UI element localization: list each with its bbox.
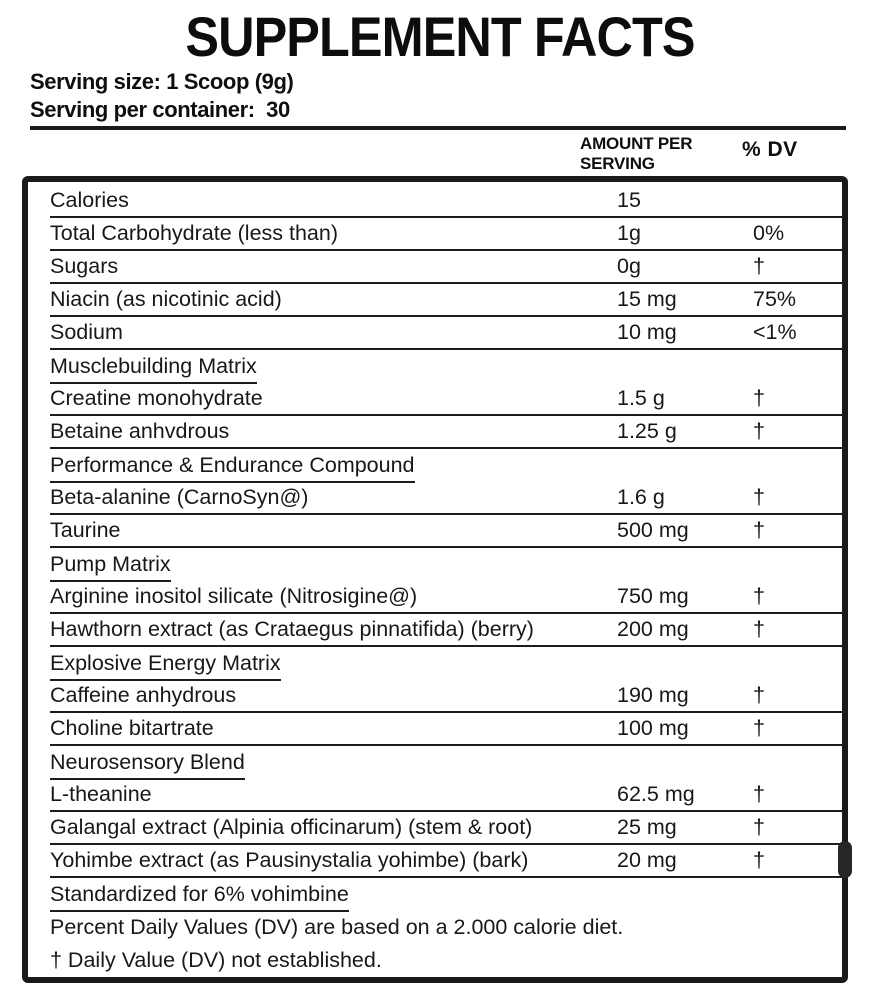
table-row [50,251,842,284]
section-title: Explosive Energy Matrix [50,648,281,681]
ingredient-dv: 0% [753,221,785,245]
table-row [50,614,842,647]
ingredient-dv: <1% [753,320,797,344]
ingredient-dv: † [753,419,765,443]
table-row [50,383,842,416]
ingredient-name: Total Carbohydrate (less than) [50,221,339,245]
amount-header-line1: AMOUNT PER [580,134,693,153]
ingredient-amount: 15 [617,188,641,212]
ingredient-amount: 1g [617,221,641,245]
table-row [50,185,842,218]
table-row [50,218,842,251]
ingredient-amount: 1.6 g [617,485,665,509]
facts-table [22,176,848,983]
footnote-text: Percent Daily Values (DV) are based on a 2.000 calorie diet. [50,915,624,939]
scrollbar-thumb[interactable] [838,841,852,878]
section-header-row [50,548,842,581]
ingredient-name: Sugars [50,254,119,278]
ingredient-amount: 500 mg [617,518,689,542]
section-header-row [50,746,842,779]
amount-per-serving-header [580,134,692,174]
table-row [50,779,842,812]
ingredient-amount: 0g [617,254,641,278]
ingredient-amount: 15 mg [617,287,677,311]
table-row [50,515,842,548]
table-row [50,284,842,317]
ingredient-name: Taurine [50,518,121,542]
table-row [50,713,842,746]
ingredient-dv [753,185,842,216]
ingredient-amount: 1.5 g [617,386,665,410]
table-row [50,680,842,713]
ingredient-amount: 100 mg [617,716,689,740]
serving-size: Serving size: 1 Scoop (9g) [30,69,294,94]
ingredient-name: Niacin (as nicotinic acid) [50,287,282,311]
ingredient-dv: † [753,584,765,608]
table-row [50,482,842,515]
section-title: Standardized for 6% vohimbine [50,879,349,912]
section-title: Performance & Endurance Compound [50,450,415,483]
table-row [50,812,842,845]
section-header-row [50,449,842,482]
ingredient-amount: 20 mg [617,848,677,872]
ingredient-name: Betaine anhvdrous [50,419,230,443]
ingredient-dv: † [753,386,765,410]
ingredient-dv: † [753,485,765,509]
ingredient-dv: † [753,848,765,872]
ingredient-name: Creatine monohydrate [50,386,263,410]
ingredient-amount: 25 mg [617,815,677,839]
table-row [50,581,842,614]
ingredient-name: Sodium [50,320,123,344]
ingredient-amount: 1.25 g [617,419,677,443]
serving-per-container: Serving per container: 30 [30,97,290,122]
supplement-facts-label [0,5,880,1000]
section-title: Pump Matrix [50,549,171,582]
page-title: SUPPLEMENT FACTS [185,5,695,68]
ingredient-name: L-theanine [50,782,152,806]
table-row [50,416,842,449]
ingredient-dv: † [753,617,765,641]
column-headers [0,130,880,176]
section-title: Neurosensory Blend [50,747,245,780]
ingredient-dv: † [753,683,765,707]
ingredient-amount: 190 mg [617,683,689,707]
ingredient-amount: 10 mg [617,320,677,344]
footnote-row [50,944,842,977]
serving-info [30,68,880,124]
section-header-row [50,878,842,911]
amount-header-line2: SERVING [580,154,655,173]
footnote-text: † Daily Value (DV) not established. [50,948,382,972]
ingredient-dv: 75% [753,287,797,311]
section-header-row [50,647,842,680]
ingredient-amount: 200 mg [617,617,689,641]
section-title: Musclebuilding Matrix [50,351,257,384]
ingredient-name: Caffeine anhydrous [50,683,237,707]
ingredient-dv: † [753,815,765,839]
ingredient-name: Beta-alanine (CarnoSyn@) [50,485,309,509]
table-row [50,317,842,350]
ingredient-dv: † [753,716,765,740]
footnote-row [50,911,842,944]
table-row [50,845,842,878]
ingredient-dv: † [753,518,765,542]
ingredient-name: Choline bitartrate [50,716,214,740]
ingredient-name: Hawthorn extract (as Crataegus pinnatifida) (berry) [50,617,534,641]
ingredient-amount: 62.5 mg [617,782,695,806]
section-header-row [50,350,842,383]
ingredient-name: Yohimbe extract (as Pausinystalia yohimbe) (bark) [50,848,529,872]
ingredient-name: Arginine inositol silicate (Nitrosigine@) [50,584,418,608]
ingredient-dv: † [753,254,765,278]
ingredient-dv: † [753,782,765,806]
ingredient-name: Calories [50,188,129,212]
ingredient-amount: 750 mg [617,584,689,608]
percent-dv-header: % DV [742,138,798,161]
ingredient-name: Galangal extract (Alpinia officinarum) (stem & root) [50,815,533,839]
